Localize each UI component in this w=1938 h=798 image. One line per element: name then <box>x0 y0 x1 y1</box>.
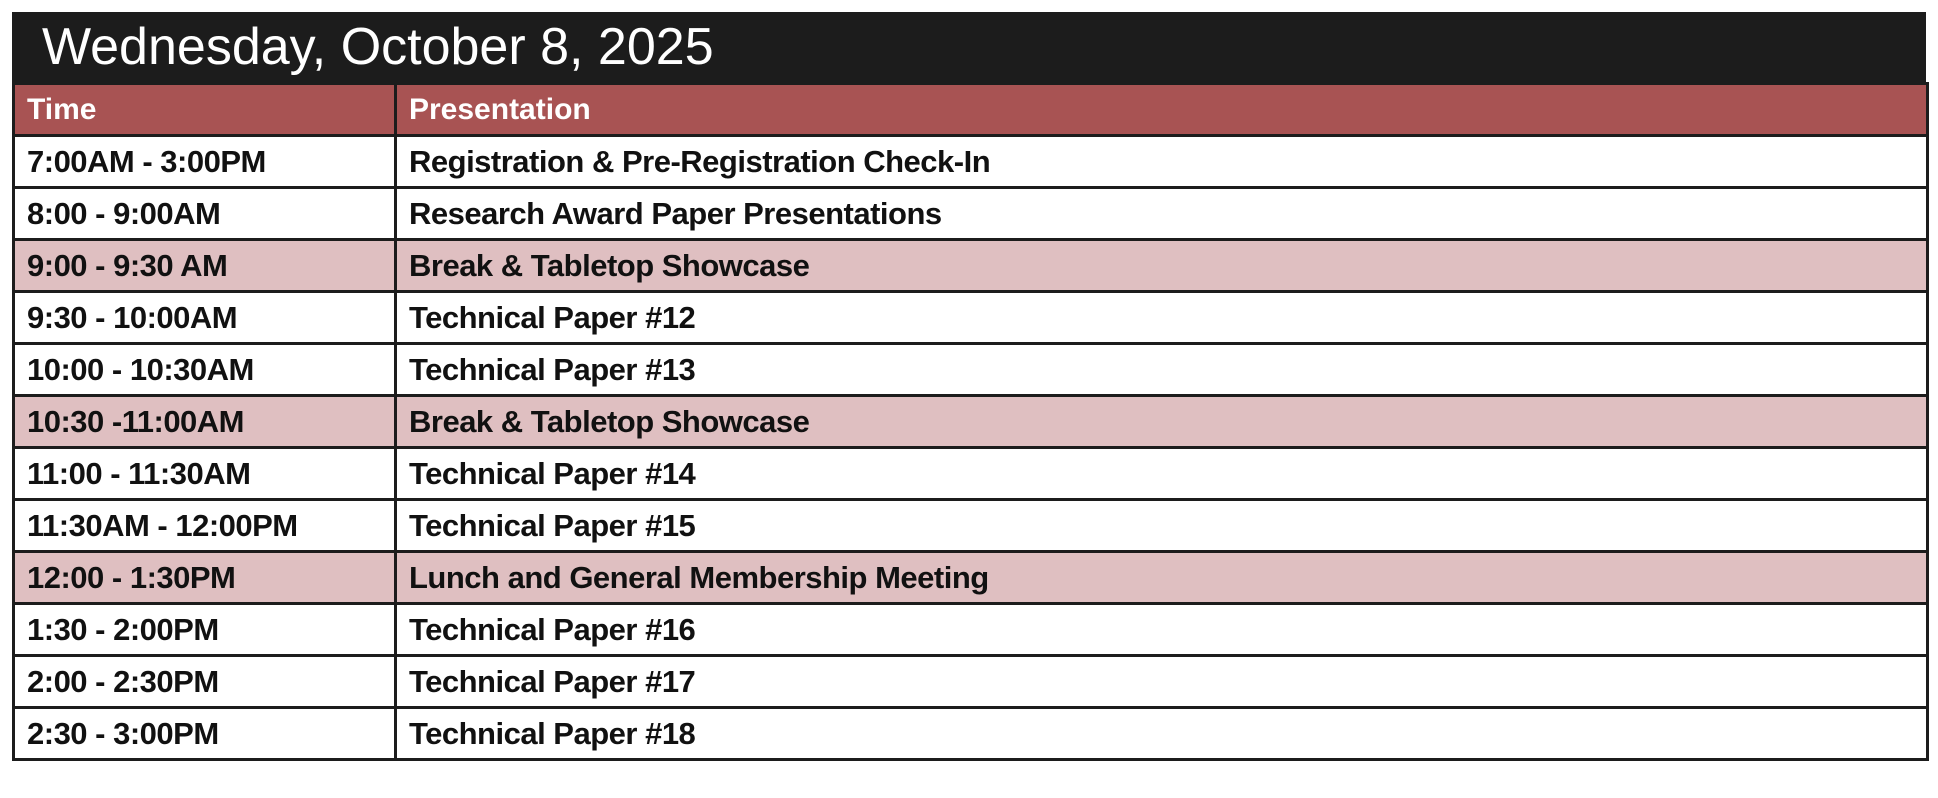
time-cell: 11:00 - 11:30AM <box>14 448 396 500</box>
presentation-cell: Registration & Pre-Registration Check-In <box>396 136 1928 188</box>
time-cell: 12:00 - 1:30PM <box>14 552 396 604</box>
table-row <box>14 656 1928 708</box>
presentation-cell: Technical Paper #17 <box>396 656 1928 708</box>
presentation-cell: Technical Paper #15 <box>396 500 1928 552</box>
time-cell: 10:30 -11:00AM <box>14 396 396 448</box>
time-cell: 2:30 - 3:00PM <box>14 708 396 760</box>
time-cell: 11:30AM - 12:00PM <box>14 500 396 552</box>
table-header-row <box>14 84 1928 136</box>
time-cell: 1:30 - 2:00PM <box>14 604 396 656</box>
table-row <box>14 292 1928 344</box>
table-row <box>14 188 1928 240</box>
header-time: Time <box>14 84 396 136</box>
presentation-cell: Research Award Paper Presentations <box>396 188 1928 240</box>
presentation-cell: Technical Paper #12 <box>396 292 1928 344</box>
table-row <box>14 448 1928 500</box>
schedule-title: Wednesday, October 8, 2025 <box>12 12 1926 82</box>
schedule <box>12 12 1926 761</box>
presentation-cell: Technical Paper #16 <box>396 604 1928 656</box>
time-cell: 7:00AM - 3:00PM <box>14 136 396 188</box>
presentation-cell: Lunch and General Membership Meeting <box>396 552 1928 604</box>
presentation-cell: Technical Paper #13 <box>396 344 1928 396</box>
time-cell: 10:00 - 10:30AM <box>14 344 396 396</box>
presentation-cell: Technical Paper #18 <box>396 708 1928 760</box>
time-cell: 2:00 - 2:30PM <box>14 656 396 708</box>
time-cell: 8:00 - 9:00AM <box>14 188 396 240</box>
schedule-table <box>12 82 1929 761</box>
presentation-cell: Technical Paper #14 <box>396 448 1928 500</box>
table-row <box>14 604 1928 656</box>
time-cell: 9:30 - 10:00AM <box>14 292 396 344</box>
table-row <box>14 552 1928 604</box>
table-row <box>14 240 1928 292</box>
header-presentation: Presentation <box>396 84 1928 136</box>
presentation-cell: Break & Tabletop Showcase <box>396 240 1928 292</box>
presentation-cell: Break & Tabletop Showcase <box>396 396 1928 448</box>
time-cell: 9:00 - 9:30 AM <box>14 240 396 292</box>
table-row <box>14 344 1928 396</box>
table-row <box>14 500 1928 552</box>
table-row <box>14 136 1928 188</box>
table-row <box>14 708 1928 760</box>
table-row <box>14 396 1928 448</box>
